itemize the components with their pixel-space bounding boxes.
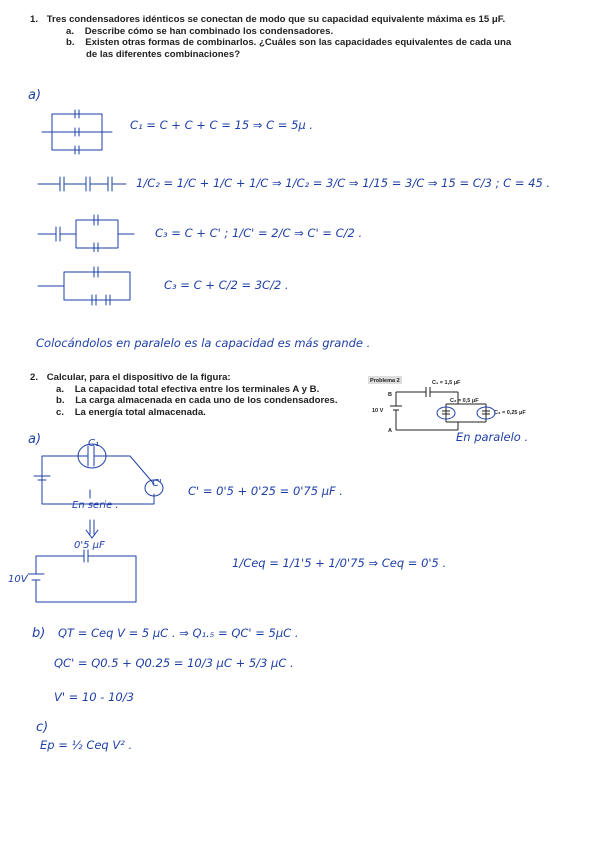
figure-voltage-label: 10 V xyxy=(372,408,384,414)
item-c-text: La energía total almacenada. xyxy=(74,406,206,418)
item-b-text-cont: de las diferentes combinaciones? xyxy=(86,48,241,60)
equation-mixed-2: C₃ = C + C/2 = 3C/2 . xyxy=(164,278,289,292)
item-marker: b. xyxy=(66,37,75,48)
item-marker: b. xyxy=(56,395,65,406)
cprime-equation: C' = 0'5 + 0'25 = 0'75 μF . xyxy=(188,484,343,498)
circuit-equivalent-diagram xyxy=(26,546,146,606)
figure-c1-label: C₁ = 1,5 μF xyxy=(432,380,461,386)
ceq-equation: 1/Ceq = 1/1'5 + 1/0'75 ⇒ Ceq = 0'5 . xyxy=(232,556,447,570)
problem-2-figure xyxy=(366,374,538,438)
item-marker: c. xyxy=(56,406,65,418)
question-statement: Calcular, para el dispositivo de la figura: xyxy=(46,372,231,383)
question-2 xyxy=(30,372,360,418)
cprime-label: C' xyxy=(152,478,162,489)
item-a-text: La capacidad total efectiva entre los terminales A y B. xyxy=(74,383,320,395)
series-note: En serie . xyxy=(72,500,119,511)
equation-mixed-1: C₃ = C + C' ; 1/C' = 2/C ⇒ C' = C/2 . xyxy=(155,226,363,240)
circuit-capacitance-label: 0'5 μF xyxy=(74,540,105,551)
question-statement: Tres condensadores idénticos se conectan de modo que su capacidad equivalente máxima es 15 μF. xyxy=(46,14,506,25)
circuit-voltage-label: 10V xyxy=(8,574,28,585)
question-1 xyxy=(30,14,575,60)
item-a-text: Describe cómo se han combinado los condensadores. xyxy=(84,25,334,37)
item-marker: a. xyxy=(56,383,65,395)
conclusion-text: Colocándolos en paralelo es la capacidad es más grande . xyxy=(36,336,371,350)
charge-equation-2: QC' = Q0.5 + Q0.25 = 10/3 μC + 5/3 μC . xyxy=(54,656,294,670)
figure-note: En paralelo . xyxy=(456,430,529,444)
figure-c2-label: C₂ = 0,5 μF xyxy=(450,398,479,404)
c1-label: C₁ xyxy=(88,438,99,449)
circuit-parallel-diagram xyxy=(40,108,115,158)
equation-parallel: C₁ = C + C + C = 15 ⇒ C = 5μ . xyxy=(130,118,314,132)
arrow-down-icon xyxy=(84,518,100,540)
charge-equation-1: QT = Ceq V = 5 μC . ⇒ Q₁.₅ = QC' = 5μC . xyxy=(58,626,299,640)
circuit-mixed-diagram-2 xyxy=(36,264,136,308)
answer-2b-label: b) xyxy=(32,626,46,641)
answer-1-label: a) xyxy=(28,88,42,103)
voltage-equation: V' = 10 - 10/3 xyxy=(54,690,134,704)
circuit-mixed-diagram-1 xyxy=(36,212,136,252)
item-b-text: Existen otras formas de combinarlos. ¿Cuáles son las capacidades equivalentes de cada una xyxy=(85,37,512,48)
terminal-b-label: B xyxy=(388,392,392,398)
energy-equation: Ep = ½ Ceq V² . xyxy=(40,738,133,752)
question-number: 1. xyxy=(30,14,39,25)
item-b-text: La carga almacenada en cada uno de los condensadores. xyxy=(75,395,338,406)
figure-title: Problema 2 xyxy=(370,378,400,384)
circuit-series-diagram xyxy=(36,174,128,194)
terminal-a-label: A xyxy=(388,428,392,434)
equation-series: 1/C₂ = 1/C + 1/C + 1/C ⇒ 1/C₂ = 3/C ⇒ 1/15 = 3/C ⇒ 15 = C/3 ; C = 45 . xyxy=(136,176,551,190)
figure-c3-label: C₃ = 0,25 μF xyxy=(494,410,526,416)
answer-2-label: a) xyxy=(28,432,42,447)
question-number: 2. xyxy=(30,372,39,383)
answer-2c-label: c) xyxy=(36,720,49,735)
item-marker: a. xyxy=(66,25,75,37)
